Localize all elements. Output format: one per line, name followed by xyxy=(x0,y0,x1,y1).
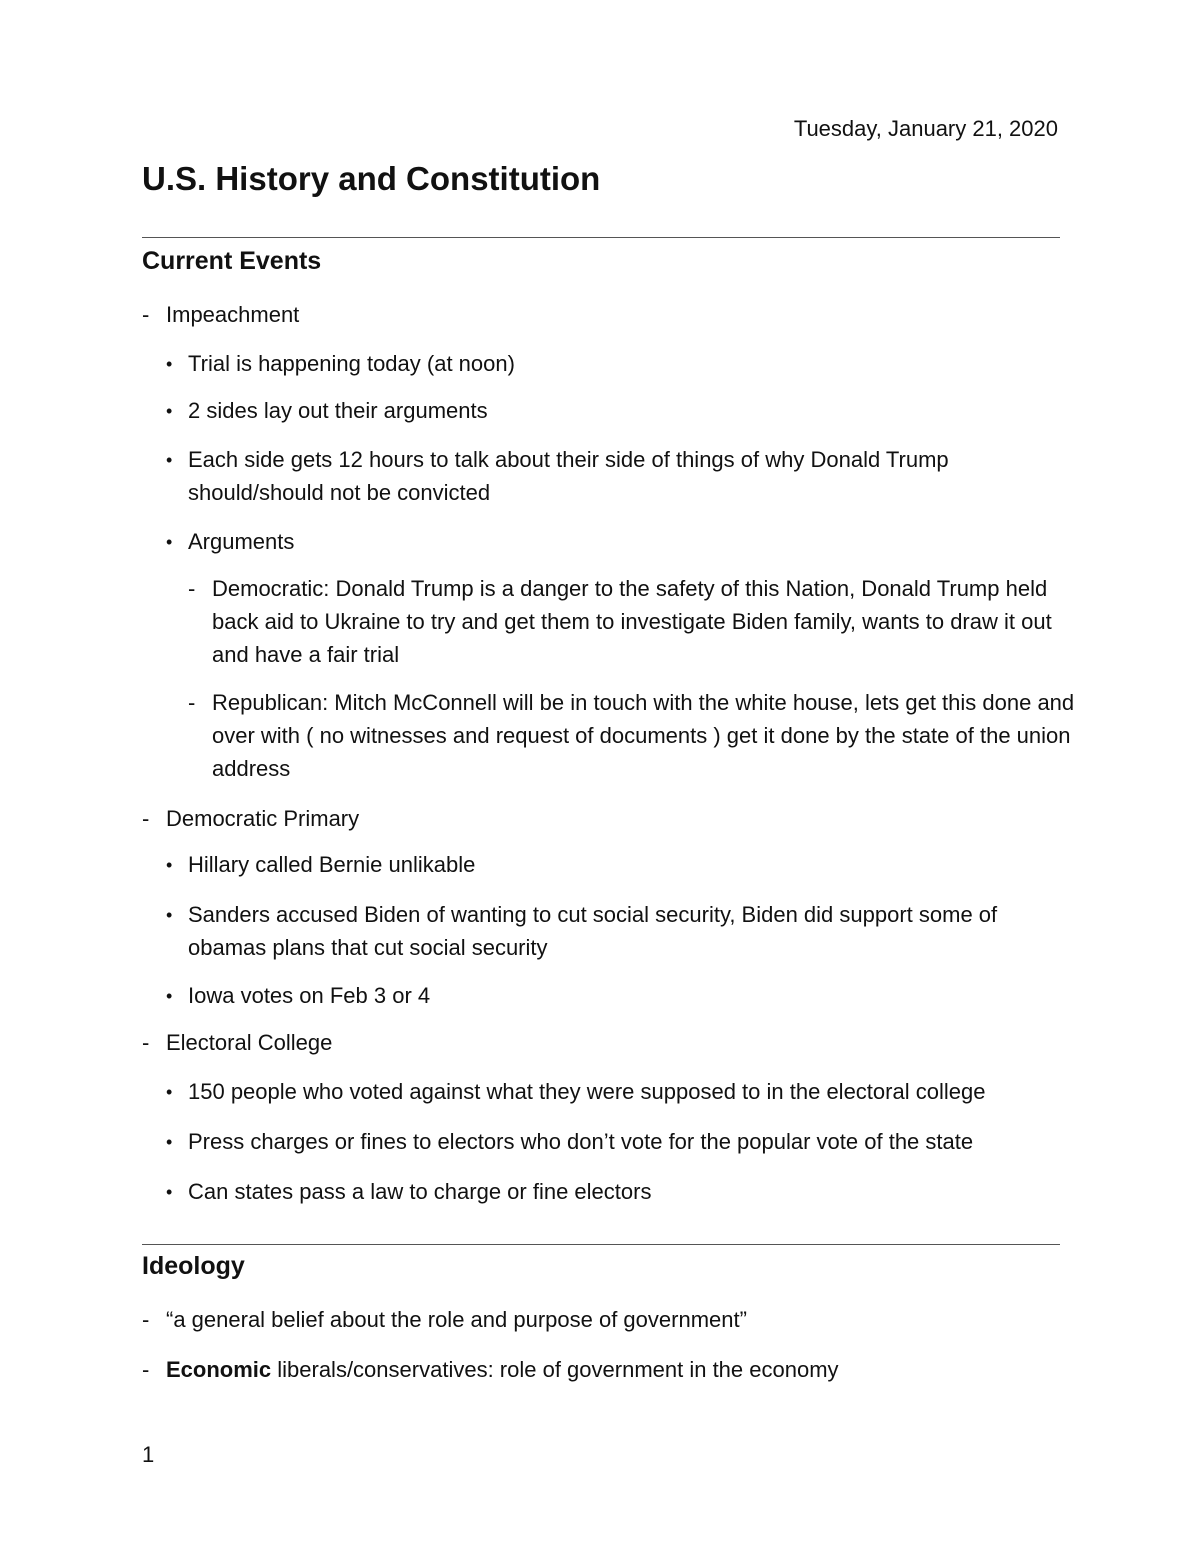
dash-marker: - xyxy=(142,1307,150,1332)
bullet-marker: • xyxy=(166,1132,173,1152)
list-item xyxy=(166,347,1078,380)
list-item-text: Electoral College xyxy=(166,1030,333,1055)
list-item xyxy=(166,979,1078,1012)
dash-marker: - xyxy=(142,302,150,327)
list-item-text: Republican: Mitch McConnell will be in touch with the white house, lets get this done and over with ( no witnesses and request of documents ) get it done by the state of the union address xyxy=(212,690,1075,781)
list-item xyxy=(166,1125,1078,1158)
dash-marker: - xyxy=(142,1357,150,1382)
list-item xyxy=(188,686,1084,785)
bullet-marker: • xyxy=(166,532,173,552)
dash-marker: - xyxy=(142,1030,150,1055)
section-divider xyxy=(142,237,1060,238)
document-date: Tuesday, January 21, 2020 xyxy=(793,116,1058,141)
section-heading-current-events: Current Events xyxy=(142,247,322,275)
bullet-marker: • xyxy=(166,401,173,421)
section-heading-ideology: Ideology xyxy=(142,1252,245,1280)
list-item-text: Democratic Primary xyxy=(166,806,360,831)
list-item xyxy=(166,898,1078,964)
section-divider xyxy=(142,1244,1060,1245)
page-title: U.S. History and Constitution xyxy=(142,160,601,197)
bullet-marker: • xyxy=(166,986,173,1006)
list-item-text: Iowa votes on Feb 3 or 4 xyxy=(188,983,431,1008)
list-item xyxy=(166,848,1078,881)
list-item xyxy=(166,1175,1078,1208)
list-item-text: 2 sides lay out their arguments xyxy=(188,398,488,423)
dash-marker: - xyxy=(142,806,150,831)
list-item-text: Trial is happening today (at noon) xyxy=(188,351,515,376)
list-item-text: Press charges or fines to electors who don’t vote for the popular vote of the state xyxy=(188,1129,974,1154)
list-item-text: Democratic: Donald Trump is a danger to the safety of this Nation, Donald Trump held back aid to Ukraine to try and get them to investigate Biden family, wants to draw it out and have a fair trial xyxy=(212,576,1052,667)
bullet-marker: • xyxy=(166,905,173,925)
list-item-text: Sanders accused Biden of wanting to cut social security, Biden did support some of obamas plans that cut social security xyxy=(188,902,998,960)
list-item-text: Arguments xyxy=(188,529,295,554)
list-item-text: “a general belief about the role and purpose of government” xyxy=(166,1307,747,1332)
list-item xyxy=(166,525,1078,558)
bullet-marker: • xyxy=(166,450,173,470)
list-item-text: liberals/conservatives: role of government in the economy xyxy=(271,1357,839,1382)
dash-marker: - xyxy=(188,576,196,601)
list-item xyxy=(188,572,1084,671)
list-item xyxy=(142,1026,1086,1059)
bullet-marker: • xyxy=(166,354,173,374)
bullet-marker: • xyxy=(166,1182,173,1202)
list-item-text: 150 people who voted against what they were supposed to in the electoral college xyxy=(188,1079,986,1104)
list-item-text: Can states pass a law to charge or fine electors xyxy=(188,1179,652,1204)
bullet-marker: • xyxy=(166,855,173,875)
dash-marker: - xyxy=(188,690,196,715)
list-item xyxy=(142,1353,1086,1386)
list-item xyxy=(142,802,1086,835)
list-item-text: Hillary called Bernie unlikable xyxy=(188,852,476,877)
list-item-text: Impeachment xyxy=(166,302,300,327)
page-number: 1 xyxy=(142,1442,155,1467)
list-item xyxy=(166,443,1078,509)
list-item-text: Each side gets 12 hours to talk about their side of things of why Donald Trump should/should not be convicted xyxy=(188,447,949,505)
list-item xyxy=(166,394,1078,427)
list-item xyxy=(142,298,1086,331)
list-item xyxy=(142,1303,1086,1336)
bullet-marker: • xyxy=(166,1082,173,1102)
bold-term: Economic xyxy=(166,1357,272,1382)
list-item xyxy=(166,1075,1078,1108)
